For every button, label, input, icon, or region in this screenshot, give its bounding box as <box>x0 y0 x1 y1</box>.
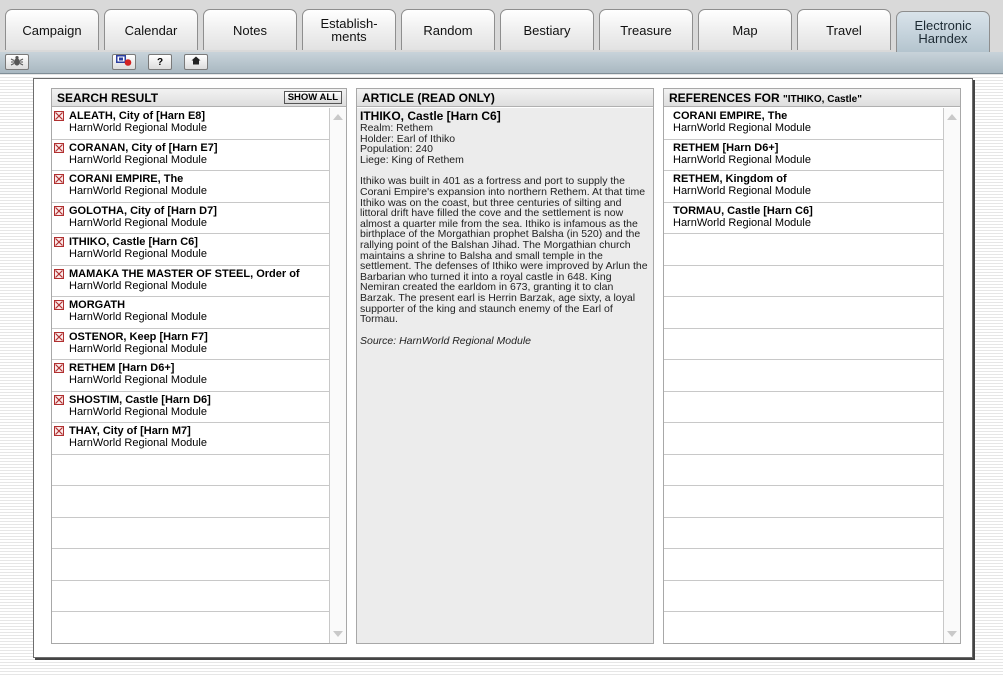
search-result-list <box>52 108 329 643</box>
empty-row <box>664 423 943 455</box>
tab-electronic-harndex[interactable] <box>896 11 990 52</box>
empty-row <box>664 455 943 487</box>
tab-label: Electronic Harndex <box>914 18 972 46</box>
article-source: Source: HarnWorld Regional Module <box>360 334 531 347</box>
item-source: HarnWorld Regional Module <box>69 342 207 355</box>
tab-label: Calendar <box>124 22 178 38</box>
article-text: Ithiko was built in 401 as a fortress and port to supply the Corani Empire's expansion into northern Rethem. At that time Ithiko was on the coast, but three centuries of silting and littoral drift have filled the cove and the settlement is now almost a quarter mile from the sea. Ithiko is infamous as the birthplace of the Morgathian prophet Balsha (in 520) and the rallying point of the Balshan Jihad. The Morgathian church maintains a shrine to Balsha and small temple in the settlement. The defenses of Ithiko were improved by Arlun the Barbarian who turned it into a royal castle in 648. King Nemiran created the earldom in 673, granting it to clan Barzak. The present earl is Herrin Barzak, age sixty, a loyal supporter of the king and staunch enemy of the Earl of Tormau. <box>360 175 648 326</box>
article-header <box>357 89 653 107</box>
item-title: TORMAU, Castle [Harn C6] <box>673 204 813 217</box>
search-result-header <box>52 89 346 107</box>
empty-row <box>664 549 943 581</box>
tab-label: Travel <box>826 22 862 38</box>
tab-campaign[interactable] <box>5 9 99 50</box>
empty-row <box>664 392 943 424</box>
article-title: ITHIKO, Castle [Harn C6] <box>360 109 501 123</box>
home-button[interactable] <box>184 54 208 70</box>
item-source: HarnWorld Regional Module <box>673 153 811 166</box>
item-source: HarnWorld Regional Module <box>69 153 207 166</box>
references-list <box>664 108 943 643</box>
empty-row <box>664 518 943 550</box>
empty-row <box>664 612 943 643</box>
empty-row <box>664 581 943 613</box>
tab-label: Bestiary <box>523 22 571 38</box>
delete-x-icon[interactable] <box>54 332 64 342</box>
item-source: HarnWorld Regional Module <box>69 279 207 292</box>
delete-x-icon[interactable] <box>54 363 64 373</box>
item-title: MORGATH <box>69 299 126 311</box>
delete-x-icon[interactable] <box>54 269 64 279</box>
empty-row <box>52 486 329 518</box>
item-title: CORANI EMPIRE, The <box>673 110 788 122</box>
search-result-item[interactable] <box>52 360 329 392</box>
item-title: OSTENOR, Keep [Harn F7] <box>69 330 208 343</box>
article-population: Population: 240 <box>360 143 433 156</box>
item-source: HarnWorld Regional Module <box>69 437 207 449</box>
delete-x-icon[interactable] <box>54 426 64 436</box>
search-scrollbar[interactable] <box>329 108 346 643</box>
item-source: HarnWorld Regional Module <box>673 185 811 197</box>
search-result-item[interactable] <box>52 234 329 266</box>
delete-x-icon[interactable] <box>54 300 64 310</box>
item-source: HarnWorld Regional Module <box>69 311 207 323</box>
tab-notes[interactable] <box>203 9 297 50</box>
empty-row <box>52 455 329 487</box>
scroll-up-arrow-icon[interactable] <box>947 114 957 120</box>
reference-item[interactable] <box>664 203 943 235</box>
empty-row <box>664 486 943 518</box>
search-result-title: SEARCH RESULT <box>57 91 159 105</box>
help-icon: ? <box>156 56 164 68</box>
item-source: HarnWorld Regional Module <box>69 405 207 418</box>
tab-calendar[interactable] <box>104 9 198 50</box>
item-source: HarnWorld Regional Module <box>673 216 811 229</box>
references-subject: "ITHIKO, Castle" <box>783 94 862 105</box>
search-result-item[interactable] <box>52 140 329 172</box>
item-title: ITHIKO, Castle [Harn C6] <box>69 236 198 248</box>
empty-row <box>52 612 329 643</box>
item-title: CORANAN, City of [Harn E7] <box>69 141 218 154</box>
item-title: RETHEM, Kingdom of <box>673 173 787 185</box>
show-all-button[interactable]: SHOW ALL <box>284 91 342 104</box>
tab-bestiary[interactable] <box>500 9 594 50</box>
references-panel <box>663 88 961 644</box>
references-title: REFERENCES FOR <box>669 91 780 105</box>
search-result-item[interactable] <box>52 329 329 361</box>
search-result-item[interactable] <box>52 297 329 329</box>
item-source: HarnWorld Regional Module <box>673 122 811 134</box>
tab-random[interactable] <box>401 9 495 50</box>
reference-item[interactable] <box>664 171 943 203</box>
item-source: HarnWorld Regional Module <box>69 185 207 197</box>
language-flag-icon <box>116 55 132 69</box>
item-title: SHOSTIM, Castle [Harn D6] <box>69 393 211 406</box>
delete-x-icon[interactable] <box>54 237 64 247</box>
harndex-panel <box>33 78 973 658</box>
empty-row <box>664 329 943 361</box>
tab-bar <box>0 0 1003 53</box>
scroll-down-arrow-icon[interactable] <box>333 631 343 637</box>
empty-row <box>52 518 329 550</box>
article-panel <box>356 88 654 644</box>
item-title: ALEATH, City of [Harn E8] <box>69 110 206 122</box>
empty-row <box>52 581 329 613</box>
empty-row <box>664 297 943 329</box>
tab-travel[interactable] <box>797 9 891 50</box>
item-title: GOLOTHA, City of [Harn D7] <box>69 204 217 217</box>
search-result-item[interactable] <box>52 423 329 455</box>
item-source: HarnWorld Regional Module <box>69 374 207 386</box>
bug-icon <box>10 55 24 70</box>
tab-map[interactable] <box>698 9 792 50</box>
bug-button[interactable] <box>5 54 29 70</box>
delete-x-icon[interactable] <box>54 143 64 153</box>
search-result-item[interactable] <box>52 108 329 140</box>
delete-x-icon[interactable] <box>54 174 64 184</box>
references-scrollbar[interactable] <box>943 108 960 643</box>
article-header-title: ARTICLE (READ ONLY) <box>362 91 495 105</box>
item-title: RETHEM [Harn D6+] <box>69 362 175 374</box>
empty-row <box>664 266 943 298</box>
help-button[interactable] <box>148 54 172 70</box>
tab-label: Notes <box>233 22 267 38</box>
tab-treasure[interactable] <box>599 9 693 50</box>
item-source: HarnWorld Regional Module <box>69 122 207 134</box>
references-header <box>664 89 960 107</box>
search-result-item[interactable] <box>52 266 329 298</box>
empty-row <box>52 549 329 581</box>
item-source: HarnWorld Regional Module <box>69 248 207 260</box>
tab-establishments[interactable] <box>302 9 396 50</box>
toolbar <box>0 52 1003 74</box>
home-icon <box>191 56 201 68</box>
scroll-down-arrow-icon[interactable] <box>947 631 957 637</box>
delete-x-icon[interactable] <box>54 111 64 121</box>
article-realm: Realm: Rethem <box>360 122 433 134</box>
language-button[interactable] <box>112 54 136 70</box>
item-title: MAMAKA THE MASTER OF STEEL, Order of <box>69 267 300 280</box>
search-result-item[interactable] <box>52 171 329 203</box>
item-source: HarnWorld Regional Module <box>69 216 207 229</box>
tab-label: Map <box>732 22 758 38</box>
tab-label: Random <box>423 22 473 38</box>
reference-item[interactable] <box>664 140 943 172</box>
scroll-up-arrow-icon[interactable] <box>333 114 343 120</box>
article-body <box>357 108 653 643</box>
tab-label: Campaign <box>22 22 82 38</box>
empty-row <box>664 234 943 266</box>
delete-x-icon[interactable] <box>54 395 64 405</box>
tab-label: Establish- ments <box>320 16 378 44</box>
delete-x-icon[interactable] <box>54 206 64 216</box>
item-title: THAY, City of [Harn M7] <box>69 425 191 437</box>
article-holder: Holder: Earl of Ithiko <box>360 132 456 145</box>
search-result-panel <box>51 88 347 644</box>
item-title: RETHEM [Harn D6+] <box>673 141 779 154</box>
search-result-item[interactable] <box>52 392 329 424</box>
article-liege: Liege: King of Rethem <box>360 153 464 166</box>
search-result-item[interactable] <box>52 203 329 235</box>
tab-label: Treasure <box>620 22 672 38</box>
empty-row <box>664 360 943 392</box>
item-title: CORANI EMPIRE, The <box>69 173 184 185</box>
reference-item[interactable] <box>664 108 943 140</box>
